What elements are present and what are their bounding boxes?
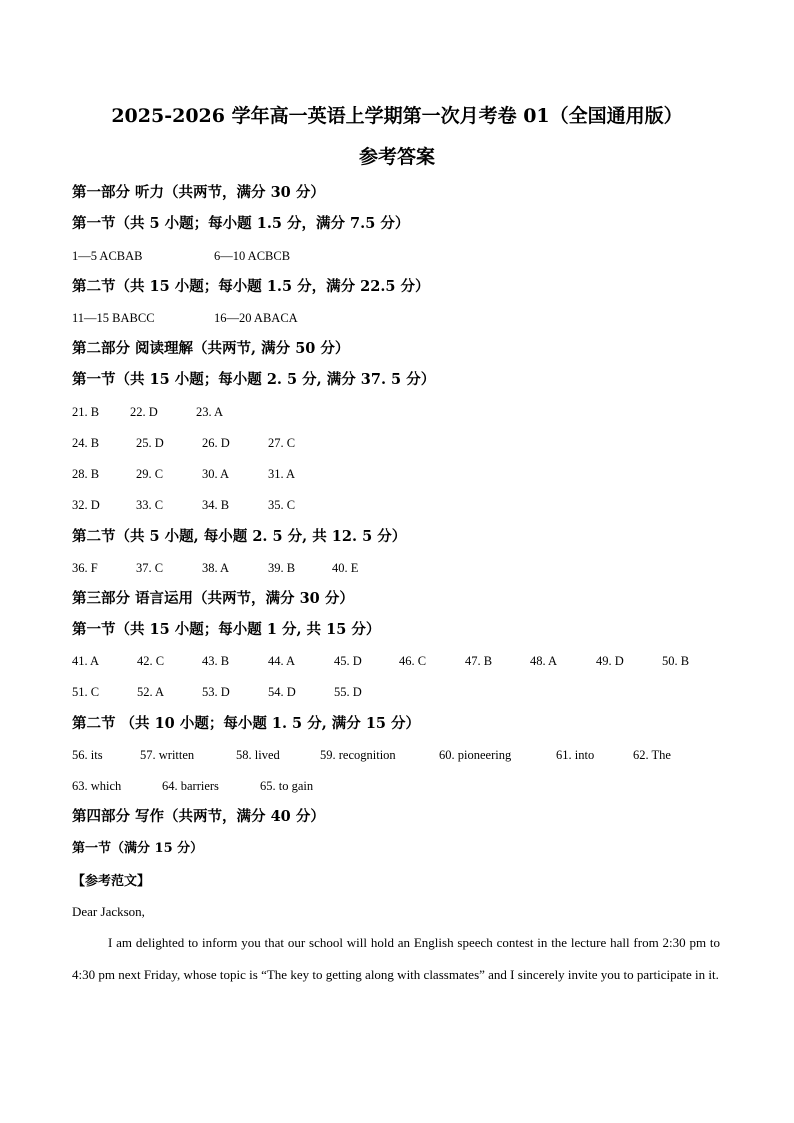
answer-item: 53. D (202, 685, 230, 699)
part3-heading: 第三部分 语言运用（共两节，满分 30 分） (72, 590, 354, 607)
part2-heading: 第二部分 阅读理解（共两节, 满分 50 分） (72, 340, 350, 357)
answer-item: 30. A (202, 467, 230, 481)
answer-item: 24. B (72, 436, 100, 450)
answer-group: 11—15 BABCC (72, 311, 155, 325)
answer-item: 26. D (202, 436, 230, 450)
answer-item: 33. C (136, 498, 164, 512)
essay-paragraph: I am delighted to inform you that our school will hold an English speech contest in the lecture hall from 2:30 pm to 4:30 pm next Friday, whose topic is “The key to getting along with classmates” and I sincerely invite you to participate in it. (72, 935, 720, 982)
answer-item: 61. into (556, 748, 595, 762)
answer-item: 56. its (72, 748, 103, 762)
answer-group: 6—10 ACBCB (214, 249, 291, 263)
answer-item: 46. C (399, 654, 427, 668)
answer-item: 29. C (136, 467, 164, 481)
part1-sec2-heading: 第二节（共 15 小题；每小题 1.5 分，满分 22.5 分） (72, 278, 430, 295)
answer-item: 62. The (633, 748, 671, 762)
answer-item: 35. C (268, 498, 296, 512)
document-subtitle: 参考答案 (358, 146, 435, 168)
answer-item: 58. lived (236, 748, 280, 762)
part2-sec2-heading: 第二节（共 5 小题, 每小题 2. 5 分, 共 12. 5 分） (72, 528, 407, 545)
answer-item: 37. C (136, 561, 164, 575)
answer-item: 39. B (268, 561, 296, 575)
answer-item: 63. which (72, 779, 122, 793)
answer-group: 16—20 ABACA (214, 311, 298, 325)
answer-item: 21. B (72, 405, 100, 419)
answer-item: 65. to gain (260, 779, 314, 793)
answer-item: 45. D (334, 654, 362, 668)
part2-sec1-heading: 第一节（共 15 小题；每小题 2. 5 分, 满分 37. 5 分） (72, 371, 436, 388)
answer-item: 47. B (465, 654, 493, 668)
answer-item: 52. A (137, 685, 165, 699)
part1-heading: 第一部分 听力（共两节，满分 30 分） (72, 184, 325, 201)
answer-item: 36. F (72, 561, 98, 575)
answer-item: 27. C (268, 436, 296, 450)
answer-item: 43. B (202, 654, 230, 668)
part3-sec1-heading: 第一节（共 15 小题；每小题 1 分, 共 15 分） (72, 621, 381, 638)
answer-item: 64. barriers (162, 779, 219, 793)
answer-item: 28. B (72, 467, 100, 481)
answer-item: 25. D (136, 436, 164, 450)
part4-heading: 第四部分 写作（共两节，满分 40 分） (72, 808, 325, 825)
part3-sec2-heading: 第二节 （共 10 小题；每小题 1. 5 分, 满分 15 分） (72, 715, 421, 732)
sample-essay-label: 【参考范文】 (72, 874, 151, 889)
answer-item: 55. D (334, 685, 362, 699)
part4-sec1-heading: 第一节（满分 15 分） (72, 841, 204, 856)
answer-item: 38. A (202, 561, 230, 575)
essay-salutation: Dear Jackson, (72, 904, 145, 919)
answer-item: 48. A (530, 654, 558, 668)
answer-item: 49. D (596, 654, 624, 668)
answer-item: 31. A (268, 467, 296, 481)
answer-item: 42. C (137, 654, 165, 668)
document-title: 2025-2026 学年高一英语上学期第一次月考卷 01（全国通用版） (111, 105, 683, 127)
answer-item: 60. pioneering (439, 748, 512, 762)
answer-item: 41. A (72, 654, 100, 668)
answer-item: 32. D (72, 498, 100, 512)
answer-item: 50. B (662, 654, 690, 668)
answer-item: 44. A (268, 654, 296, 668)
answer-group: 1—5 ACBAB (72, 249, 143, 263)
answer-item: 40. E (332, 561, 359, 575)
answer-item: 23. A (196, 405, 224, 419)
answer-item: 54. D (268, 685, 296, 699)
answer-item: 59. recognition (320, 748, 396, 762)
answer-item: 51. C (72, 685, 100, 699)
part1-sec1-heading: 第一节（共 5 小题；每小题 1.5 分，满分 7.5 分） (72, 215, 410, 232)
answer-item: 34. B (202, 498, 230, 512)
answer-item: 57. written (140, 748, 195, 762)
answer-item: 22. D (130, 405, 158, 419)
